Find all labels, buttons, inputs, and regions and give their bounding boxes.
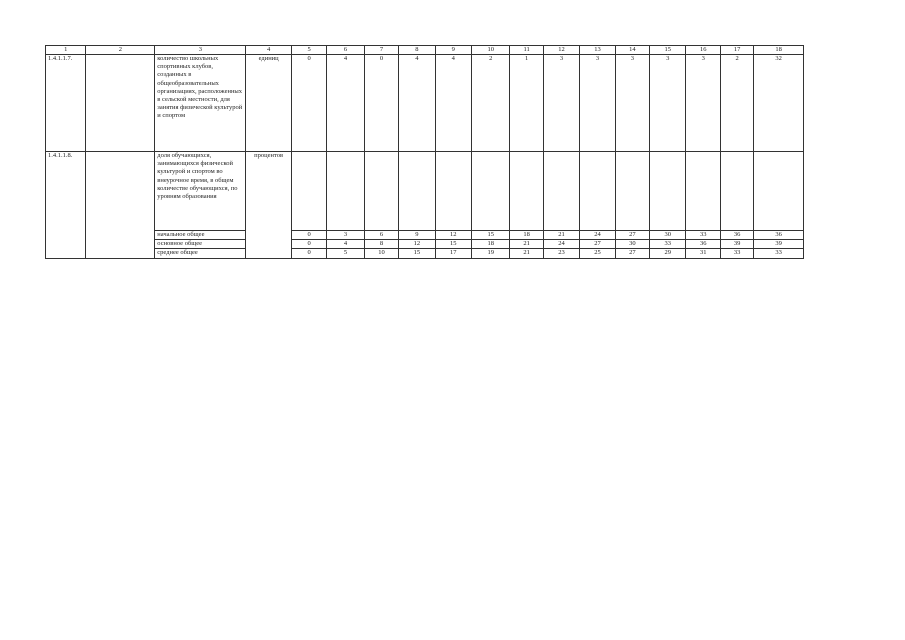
empty-cell — [543, 152, 579, 231]
value-cell: 3 — [650, 55, 686, 152]
value-cell: 6 — [364, 231, 398, 240]
value-cell: 3 — [580, 55, 615, 152]
value-cell: 31 — [686, 249, 720, 258]
empty-cell — [720, 152, 753, 231]
value-cell: 4 — [327, 55, 364, 152]
header-cell: 15 — [650, 46, 686, 55]
value-cell: 30 — [650, 231, 686, 240]
value-cell: 39 — [720, 240, 753, 249]
header-row — [46, 46, 804, 55]
empty-cell — [435, 152, 471, 231]
header-cell: 18 — [754, 46, 804, 55]
header-cell: 13 — [580, 46, 615, 55]
empty-cell — [364, 152, 398, 231]
indicator-text: доля обучающихся, занимающихся физической культурой и спортом во внеурочное время, в общем количестве обучающихся, по уровням образования — [155, 152, 246, 231]
empty-cell — [754, 152, 804, 231]
value-cell: 0 — [364, 55, 398, 152]
header-cell: 12 — [543, 46, 579, 55]
empty-cell — [580, 152, 615, 231]
value-cell: 12 — [399, 240, 435, 249]
table-row — [46, 55, 804, 152]
value-cell: 0 — [291, 55, 326, 152]
value-cell: 27 — [615, 249, 649, 258]
value-cell: 27 — [580, 240, 615, 249]
value-cell: 0 — [291, 249, 326, 258]
value-cell: 33 — [754, 249, 804, 258]
value-cell: 8 — [364, 240, 398, 249]
value-cell: 3 — [686, 55, 720, 152]
value-cell: 21 — [510, 240, 543, 249]
empty-cell — [615, 152, 649, 231]
empty-cell — [86, 152, 155, 258]
empty-cell — [327, 152, 364, 231]
value-cell: 30 — [615, 240, 649, 249]
header-cell: 17 — [720, 46, 753, 55]
empty-cell — [291, 152, 326, 231]
value-cell: 4 — [399, 55, 435, 152]
value-cell: 10 — [364, 249, 398, 258]
level-label: начальное общее — [155, 231, 246, 240]
empty-cell — [650, 152, 686, 231]
value-cell: 33 — [720, 249, 753, 258]
header-cell: 16 — [686, 46, 720, 55]
value-cell: 29 — [650, 249, 686, 258]
empty-cell — [471, 152, 509, 231]
value-cell: 25 — [580, 249, 615, 258]
header-cell: 9 — [435, 46, 471, 55]
indicator-table — [45, 45, 804, 259]
value-cell: 0 — [291, 240, 326, 249]
value-cell: 12 — [435, 231, 471, 240]
header-cell: 5 — [291, 46, 326, 55]
empty-cell — [510, 152, 543, 231]
row-code: 1.4.1.1.8. — [46, 152, 86, 258]
header-cell: 4 — [246, 46, 292, 55]
header-cell: 8 — [399, 46, 435, 55]
header-cell: 6 — [327, 46, 364, 55]
header-cell: 14 — [615, 46, 649, 55]
value-cell: 39 — [754, 240, 804, 249]
value-cell: 27 — [615, 231, 649, 240]
value-cell: 24 — [543, 240, 579, 249]
empty-cell — [86, 55, 155, 152]
value-cell: 21 — [543, 231, 579, 240]
table-row — [46, 152, 804, 231]
value-cell: 3 — [327, 231, 364, 240]
level-label: среднее общее — [155, 249, 246, 258]
header-cell: 11 — [510, 46, 543, 55]
unit-cell: единиц — [246, 55, 292, 152]
value-cell: 3 — [615, 55, 649, 152]
value-cell: 36 — [720, 231, 753, 240]
value-cell: 18 — [471, 240, 509, 249]
header-cell: 1 — [46, 46, 86, 55]
unit-cell: процентов — [246, 152, 292, 258]
value-cell: 2 — [720, 55, 753, 152]
empty-cell — [399, 152, 435, 231]
value-cell: 9 — [399, 231, 435, 240]
value-cell: 0 — [291, 231, 326, 240]
value-cell: 4 — [327, 240, 364, 249]
value-cell: 23 — [543, 249, 579, 258]
value-cell: 21 — [510, 249, 543, 258]
header-cell: 7 — [364, 46, 398, 55]
value-cell: 2 — [471, 55, 509, 152]
empty-cell — [686, 152, 720, 231]
subrow — [46, 249, 804, 258]
value-cell: 15 — [471, 231, 509, 240]
value-cell: 4 — [435, 55, 471, 152]
level-label: основное общее — [155, 240, 246, 249]
value-cell: 3 — [543, 55, 579, 152]
subrow — [46, 240, 804, 249]
subrow — [46, 231, 804, 240]
value-cell: 19 — [471, 249, 509, 258]
value-cell: 1 — [510, 55, 543, 152]
value-cell: 17 — [435, 249, 471, 258]
value-cell: 5 — [327, 249, 364, 258]
value-cell: 18 — [510, 231, 543, 240]
value-cell: 15 — [399, 249, 435, 258]
row-code: 1.4.1.1.7. — [46, 55, 86, 152]
indicator-text: количество школьных спортивных клубов, созданных в общеобразовательных организациях, расположенных в сельской местности, для занятия физической культурой и спортом — [155, 55, 246, 152]
value-cell: 15 — [435, 240, 471, 249]
value-cell: 33 — [686, 231, 720, 240]
header-cell: 2 — [86, 46, 155, 55]
value-cell: 24 — [580, 231, 615, 240]
value-cell: 36 — [686, 240, 720, 249]
header-cell: 10 — [471, 46, 509, 55]
value-cell: 33 — [650, 240, 686, 249]
value-cell: 32 — [754, 55, 804, 152]
header-cell: 3 — [155, 46, 246, 55]
value-cell: 36 — [754, 231, 804, 240]
